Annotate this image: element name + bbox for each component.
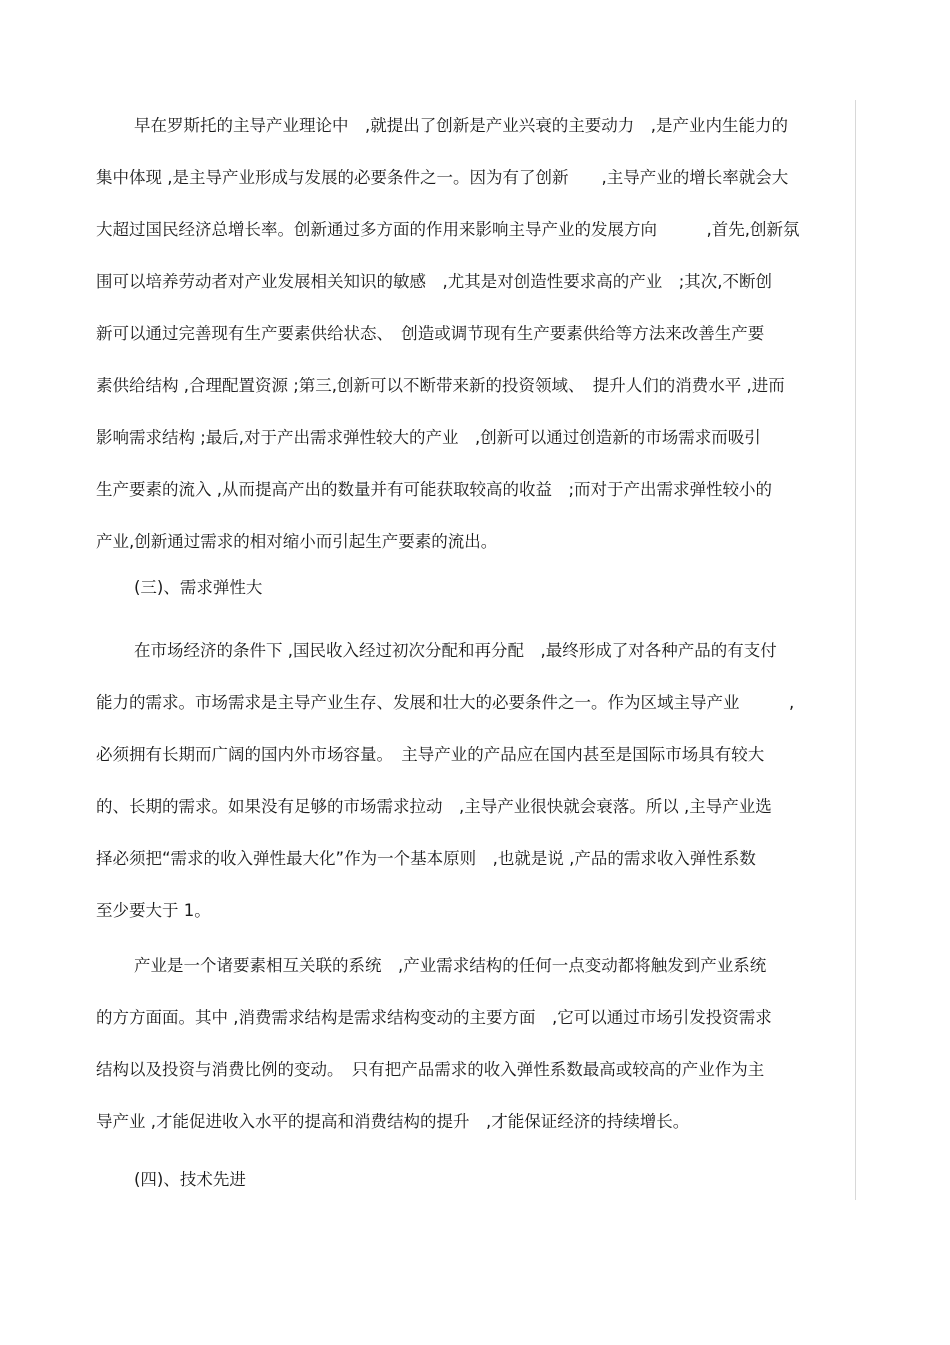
text-line: 素供给结构 ,合理配置资源 ;第三,创新可以不断带来新的投资领域、 提升人们的消费水平 ,进而 <box>96 376 785 395</box>
text-line: 早在罗斯托的主导产业理论中 ,就提出了创新是产业兴衰的主要动力 ,是产业内生能力的 <box>134 116 788 135</box>
page-edge-rule <box>855 100 856 1200</box>
text-line: 至少要大于 1。 <box>96 901 211 920</box>
text-line: 择必须把“需求的收入弹性最大化”作为一个基本原则 ,也就是说 ,产品的需求收入弹性系数 <box>96 849 756 868</box>
text-line: 导产业 ,才能促进收入水平的提高和消费结构的提升 ,才能保证经济的持续增长。 <box>96 1112 690 1131</box>
text-line: 生产要素的流入 ,从而提高产出的数量并有可能获取较高的收益 ;而对于产出需求弹性较小的 <box>96 480 773 499</box>
text-line: 结构以及投资与消费比例的变动。 只有把产品需求的收入弹性系数最高或较高的产业作为主 <box>96 1060 765 1079</box>
text-line: 必须拥有长期而广阔的国内外市场容量。 主导产业的产品应在国内甚至是国际市场具有较大 <box>96 745 765 764</box>
text-line: 围可以培养劳动者对产业发展相关知识的敏感 ,尤其是对创造性要求高的产业 ;其次,不断创 <box>96 272 773 291</box>
text-line: 影响需求结构 ;最后,对于产出需求弹性较大的产业 ,创新可以通过创造新的市场需求而吸引 <box>96 428 761 447</box>
text-line: 新可以通过完善现有生产要素供给状态、 创造或调节现有生产要素供给等方法来改善生产要 <box>96 324 765 343</box>
paragraph-innovation <box>96 100 854 568</box>
text-line: 集中体现 ,是主导产业形成与发展的必要条件之一。因为有了创新 ,主导产业的增长率就会大 <box>96 168 789 187</box>
paragraph-market-demand <box>96 625 854 937</box>
text-line: 的、长期的需求。如果没有足够的市场需求拉动 ,主导产业很快就会衰落。所以 ,主导产业选 <box>96 797 772 816</box>
text-line: 大超过国民经济总增长率。创新通过多方面的作用来影响主导产业的发展方向 ,首先,创新氛 <box>96 220 800 239</box>
text-line: 产业,创新通过需求的相对缩小而引起生产要素的流出。 <box>96 532 498 551</box>
text-line: 的方方面面。其中 ,消费需求结构是需求结构变动的主要方面 ,它可以通过市场引发投资需求 <box>96 1008 772 1027</box>
text-line: 在市场经济的条件下 ,国民收入经过初次分配和再分配 ,最终形成了对各种产品的有支付 <box>134 641 777 660</box>
text-line: 能力的需求。市场需求是主导产业生存、发展和壮大的必要条件之一。作为区域主导产业 , <box>96 693 795 712</box>
section-heading-advanced-technology: (四)、技术先进 <box>134 1170 246 1189</box>
text-line: 产业是一个诸要素相互关联的系统 ,产业需求结构的任何一点变动都将触发到产业系统 <box>134 956 767 975</box>
paragraph-industry-system <box>96 940 854 1148</box>
section-heading-demand-elasticity: (三)、需求弹性大 <box>134 578 263 597</box>
